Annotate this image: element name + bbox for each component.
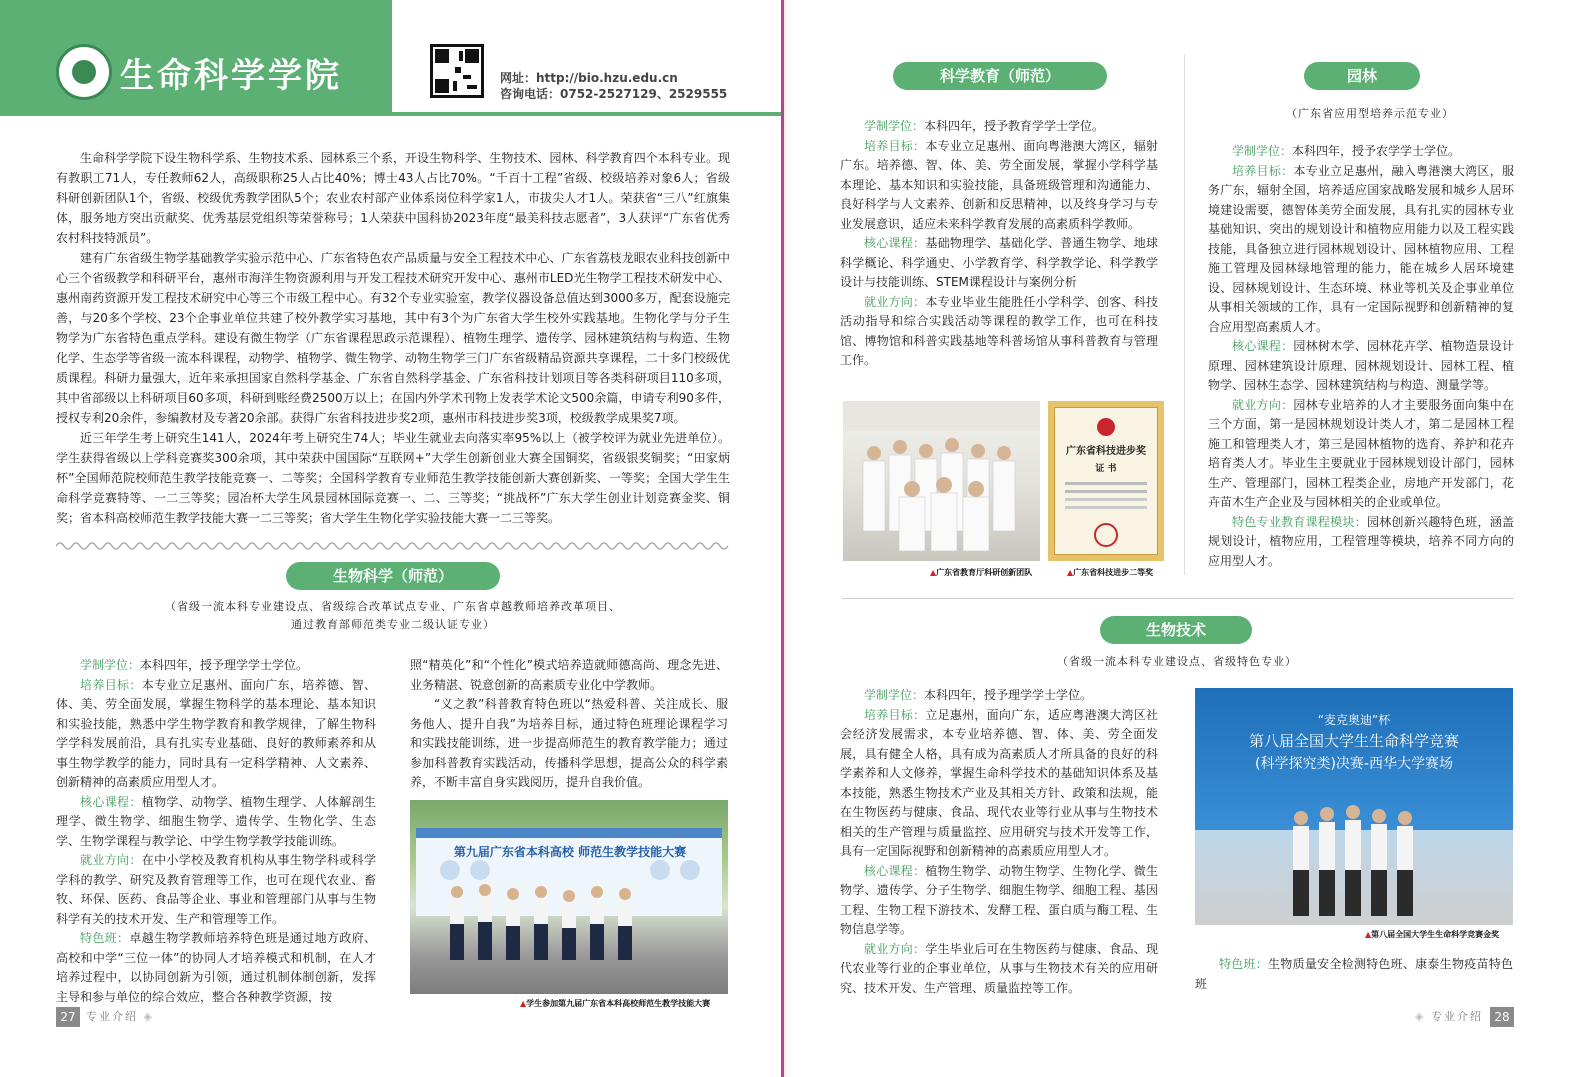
section: [840, 234, 1158, 293]
section-text: 本专业毕业生能胜任小学科学、创客、科技活动指导和综合实践活动等课程的教学工作，也可在科技馆、博物馆和科普实践基地等科普场馆从事科普教育与管理工作。: [840, 294, 1158, 367]
website-link[interactable]: 网址：http://bio.hzu.edu.cn: [500, 71, 678, 85]
section: [840, 293, 1158, 371]
section-text: 在中小学校及教育机构从事生物学科或科学学科的教学、研究及教育管理等工作，也可在现代农业、畜牧、环保、医药、食品等企业、事业和管理部门从事与生物科学有关的技术开发、生产和管理等工作。: [56, 853, 376, 926]
section-divider: [842, 598, 1514, 599]
section-text: 学生毕业后可在生物医药与健康、食品、现代农业等行业的企事业单位，从事与生物技术有关的应用研究、技术开发、生产管理、质量监控等工作。: [840, 941, 1158, 995]
section: [56, 656, 376, 676]
certificate-body: [1054, 407, 1158, 555]
section-text: 本专业立足惠州、面向粤港澳大湾区，辐射广东。培养德、智、体、美、劳全面发展，掌握小学科学基本理论、基本知识和实验技能，具备班级管理和沟通能力、良好科学与人文素养、创新和反思精神，以及终身学习与专业发展意识，适应未来科学教育发展的高素质科学教师。: [840, 138, 1158, 231]
section-text: 本科四年，授予理学学士学位。: [924, 688, 1093, 702]
research-team-photo: [843, 401, 1040, 561]
section: [56, 793, 376, 852]
section: [1208, 513, 1514, 572]
section-text: 园林树木学、园林花卉学、植物造景设计原理、园林建筑设计原理、园林规划设计、园林工程、植物学、园林生态学、园林建筑结构与构造、测量学等。: [1208, 339, 1514, 392]
caption-text: 广东省教育厅科研创新团队: [936, 568, 1033, 577]
page-number: 28: [1490, 1007, 1514, 1027]
paragraph: “义之教”科普教育特色班以“热爱科普、关注成长、服务他人、提升自我”为培养目标，通过特色班理论课程学习和实践技能训练，进一步提高师范生的教育教学能力；通过参加科普教育实践活动，传播科学思想，提高公众的科学素养，不断丰富自身实践阅历，提升自我价值。: [410, 697, 728, 789]
page-label-text: 专业介绍: [1430, 1010, 1483, 1023]
major-title-biotech: 生物技术: [1100, 616, 1252, 644]
section-text: 立足惠州，面向广东，适应粤港澳大湾区社会经济发展需求，本专业培养德、智、体、美、劳全面发展，具有健全人格，具有成为高素质人才所具备的良好的科学素养和人文修养，掌握生命科学技术的基础知识体系及基本技能，熟悉生物技术产业及其相关方针、政策和法规，能在生物医药与健康、食品、现代农业等行业从事与生物技术相关的生产管理与质量监控、应用研究与技术开发等工作，具有一定国际视野和创新精神的高素质应用型人才。: [840, 707, 1158, 858]
section-label: 就业方向：: [864, 941, 926, 956]
certificate-subtitle: 证 书: [1095, 464, 1117, 474]
section-label: 就业方向：: [80, 853, 142, 867]
biology-column-1: [56, 656, 376, 1007]
phone-number: 咨询电话：0752-2527129、2529555: [500, 87, 728, 101]
section-label: 核心课程：: [1232, 339, 1294, 353]
section-text: 基础物理学、基础化学、普通生物学、地球科学概论、科学通史、小学教育学、科学教学论、科学教学设计与技能训练、STEM课程设计与案例分析: [840, 236, 1158, 289]
competition-photo-illustration: [410, 800, 728, 994]
section-label: 就业方向：: [864, 294, 926, 309]
subtitle-line: （省级一流本科专业建设点、省级综合改革试点专业、广东省卓越教师培养改革项目、: [165, 600, 621, 613]
page-label: [86, 1008, 154, 1024]
section-label: 特色班：: [80, 931, 130, 945]
section-text: 本科四年，授予理学学士学位。: [140, 658, 309, 672]
poster-line: “麦克奥迪”杯: [1317, 713, 1391, 727]
section-label: 特色班：: [1219, 957, 1269, 971]
paragraph: 照“精英化”和“个性化”模式培养造就师德高尚、理念先进、业务精湛、锐意创新的高素质专业化中学教师。: [410, 658, 728, 692]
seal-icon: [1094, 523, 1118, 547]
section-label: 培养目标：: [1232, 163, 1294, 178]
biology-column-2: [410, 656, 728, 793]
intro-paragraph: 生命科学学院下设生物科学系、生物技术系、园林系三个系，开设生物科学、生物技术、园林、科学教育四个本科专业。现有教职工71人，专任教师62人，高级职称25人占比40%；博士43人占比70%。“千百十工程”省级、校级培养对象6人；省级科研创新团队1个，省级、校级优秀教学团队5个；农业农村部产业体系岗位科学家1人，市拔尖人才1人。荣获省“三八”红旗集体，服务地方突出贡献奖、优秀基层党组织等荣誉称号；1人荣获中国科协2023年度“最美科技志愿者”，3人获评“广东省优秀农村科技特派员”。: [56, 151, 730, 245]
section-text: 生物质量安全检测特色班、康泰生物疫苗特色班: [1195, 957, 1513, 991]
section-text: 本科四年，授予农学学士学位。: [1292, 144, 1461, 158]
page-number: 27: [56, 1007, 80, 1027]
photo-caption: ▲广东省教育厅科研创新团队: [930, 568, 1033, 577]
poster-line: (科学探究类)决赛-西华大学赛场: [1255, 756, 1453, 772]
section-label: 学制学位：: [864, 119, 925, 133]
competition-poster-photo: [1195, 688, 1513, 925]
major-subtitle: （广东省应用型培养示范专业）: [1286, 107, 1454, 120]
section: [1208, 162, 1514, 338]
section-text: 植物生物学、动物生物学、生物化学、微生物学、遗传学、分子生物学、细胞生物学、细胞工程、基因工程、生物工程下游技术、发酵工程、蛋白质与酶工程、生物信息学等。: [840, 863, 1158, 936]
photo-caption: ▲广东省科技进步二等奖: [1067, 568, 1154, 577]
caption-text: 学生参加第九届广东省本科高校师范生教学技能大赛: [526, 999, 711, 1008]
right-page: [790, 0, 1587, 1077]
section: [1208, 142, 1514, 162]
section: [840, 686, 1158, 706]
award-certificate: [1048, 401, 1164, 561]
section-label: 学制学位：: [1232, 144, 1293, 158]
section-label: 培养目标：: [864, 707, 926, 722]
section-text: 园林专业培养的人才主要服务面向集中在三个方面，第一是园林规划设计类人才，第二是园林工程施工和管理类人才，第三是园林植物的选育、养护和花卉培育类人才。毕业生主要就业于园林规划设计部门，园林生产、管理部门，园林工程类企业，房地产开发部门，花卉苗木生产企业及与园林相关的企业或单位。: [1208, 397, 1514, 509]
leaf-icon: ◈: [143, 1010, 154, 1023]
emblem-icon: [1097, 418, 1115, 436]
section: [840, 117, 1158, 137]
section-label: 学制学位：: [864, 688, 925, 702]
intro-paragraph: 近三年学生考上研究生141人，2024年考上研究生74人；毕业生就业去向落实率95%以上（被学校评为就业先进单位）。学生获得省级以上学科竞赛奖300余项，其中荣获中国国际“互联网+”大学生创新创业大赛全国铜奖，省级银奖铜奖；“田家炳杯”全国师范院校师范生教学技能竞赛一、二等奖；全国科学教育专业师范生教学技能创新大赛创新奖、一等奖；全国大学生生命科学竞赛特等、一二三等奖；园冶杯大学生风景园林国际竞赛一、二、三等奖；“挑战杯”广东大学生创业计划竞赛金奖、铜奖；省本科高校师范生教学技能大赛一二三等奖；省大学生生物化学实验技能大赛一二三等奖。: [56, 431, 730, 525]
section: [1208, 337, 1514, 396]
section-text: 植物学、动物学、植物生理学、人体解剖生理学、微生物学、细胞生物学、遗传学、生物化学、生态学、生物学课程与教学论、中学生物学教学技能训练。: [56, 794, 376, 848]
major-title-landscape: 园林: [1304, 62, 1420, 90]
biotech-column: [840, 686, 1158, 998]
photo-caption: ▲学生参加第九届广东省本科高校师范生教学技能大赛: [520, 999, 711, 1008]
wave-divider: [56, 540, 730, 552]
section-label: 培养目标：: [80, 677, 142, 692]
team-illustration: [843, 401, 1040, 561]
section: [840, 940, 1158, 999]
photo-caption: ▲第八届全国大学生生命科学竞赛金奖: [1365, 930, 1500, 939]
section-label: 核心课程：: [80, 794, 142, 809]
subtitle-line: 通过教育部师范类专业二级认证专业）: [291, 618, 495, 631]
competition-photo: [410, 800, 728, 994]
section: [1195, 955, 1513, 994]
caption-text: 广东省科技进步二等奖: [1073, 568, 1154, 577]
column-divider: [1184, 55, 1185, 575]
page-label-text: 专业介绍: [86, 1010, 138, 1023]
major-subtitle: [56, 598, 730, 634]
section: [840, 862, 1158, 940]
header-rule: [0, 112, 790, 116]
university-logo: [56, 44, 112, 100]
section: [56, 676, 376, 793]
qr-code[interactable]: [430, 44, 484, 98]
section: [56, 929, 376, 1007]
section-label: 核心课程：: [864, 863, 926, 878]
college-title: 生命科学学院: [120, 56, 342, 96]
section-text: 卓越生物学教师培养特色班是通过地方政府、高校和中学“三位一体”的协同人才培养模式和机制，在人才培养过程中，以协同创新为引领，通过机制体制创新，发挥主导和参与单位的综合效应，整合各种教学资源，按: [56, 931, 376, 1004]
page-label: [1415, 1008, 1483, 1024]
section-text: 本科四年，授予教育学学士学位。: [924, 119, 1105, 133]
section-label: 核心课程：: [864, 236, 926, 250]
landscape-column: [1208, 142, 1514, 571]
section: [840, 706, 1158, 862]
major-title-science-education: 科学教育（师范）: [893, 62, 1107, 90]
contact-info: [500, 70, 727, 102]
section: [840, 137, 1158, 235]
section-text: 本专业立足惠州、面向广东，培养德、智、体、美、劳全面发展，掌握生物科学的基本理论、基本知识和实验技能，熟悉中学生物学教育和教学规律，了解生物科学学科发展前沿，具有扎实专业基础、良好的教师素养和从事生物学教学的能力，同时具有一定科学精神、人文素养、创新精神的高素质应用型人才。: [56, 677, 376, 789]
section: [1208, 396, 1514, 513]
major-subtitle: （省级一流本科专业建设点、省级特色专业）: [1057, 655, 1297, 668]
left-page: [0, 0, 790, 1077]
caption-text: 第八届全国大学生生命科学竞赛金奖: [1371, 930, 1500, 939]
section: [56, 851, 376, 929]
major-title-biology: 生物科学（师范）: [286, 562, 500, 590]
section-label: 培养目标：: [864, 138, 926, 153]
intro-paragraph: 建有广东省级生物学基础教学实验示范中心、广东省特色农产品质量与安全工程技术中心、广东省荔枝龙眼农业科技创新中心三个省级教学和科研平台，惠州市海洋生物资源利用与开发工程技术研究开发中心、惠州市LED光生物学工程技术研发中心、惠州南药资源开发工程技术研究中心等三个市级工程中心。有32个专业实验室，教学仪器设备总值达到3000多万，配套设施完善，与20多个学校、23个企事业单位共建了校外教学实习基地，其中有3个为广东省大学生校外实践基地。生物化学与分子生物学为广东省特色重点学科。建设有微生物学（广东省课程思政示范课程）、植物生理学、遗传学、园林建筑结构与构造、生物化学、生态学等省级一流本科课程，动物学、植物学、微生物学、动物生物学三门广东省级精品资源共享课程，二十多门校级优质课程。科研力量强大，近年来承担国家自然科学基金、广东省自然科学基金、广东省科技计划项目等各类科研项目110多项，其中省部级以上科研项目60多项，科研到账经费2500万以上；在国内外学术刊物上发表学术论文500余篇，申请专利90多件，授权专利20余件，参编教材及专著20余部。获得广东省科技进步奖2项，惠州市科技进步奖3项，校级教学成果奖7项。: [56, 251, 730, 425]
section-text: 本专业立足惠州，融入粤港澳大湾区，服务广东，辐射全国，培养适应国家战略发展和城乡人居环境建设需要，德智体美劳全面发展，具有扎实的园林专业基础知识、突出的规划设计和植物应用能力以及工程实践技能，具备独立进行园林规划设计、园林植物应用、工程施工管理及园林绿地管理的能力，能在城乡人居环境建设、园林规划设计、生态环境、林业等机关及企事业单位从事相关领域的工作，具有一定国际视野和创新精神的复合应用型高素质人才。: [1208, 163, 1514, 334]
science-education-column: [840, 117, 1158, 371]
college-intro: [56, 148, 730, 528]
poster-line: 第八届全国大学生生命科学竞赛: [1248, 732, 1460, 750]
biotech-feature: [1195, 955, 1513, 994]
banner-text: 第九届广东省本科高校 师范生教学技能大赛: [453, 845, 687, 859]
section-text: 园林创新兴趣特色班，涵盖规划设计，植物应用，工程管理等模块，培养不同方向的应用型人才。: [1208, 514, 1514, 568]
section-label: 就业方向：: [1232, 397, 1294, 412]
certificate-title: 广东省科技进步奖: [1066, 446, 1146, 457]
poster-illustration: [1195, 688, 1513, 925]
leaf-icon: ◈: [1415, 1010, 1426, 1023]
section-label: 特色专业教育课程模块：: [1232, 514, 1367, 529]
section-label: 学制学位：: [80, 658, 141, 672]
